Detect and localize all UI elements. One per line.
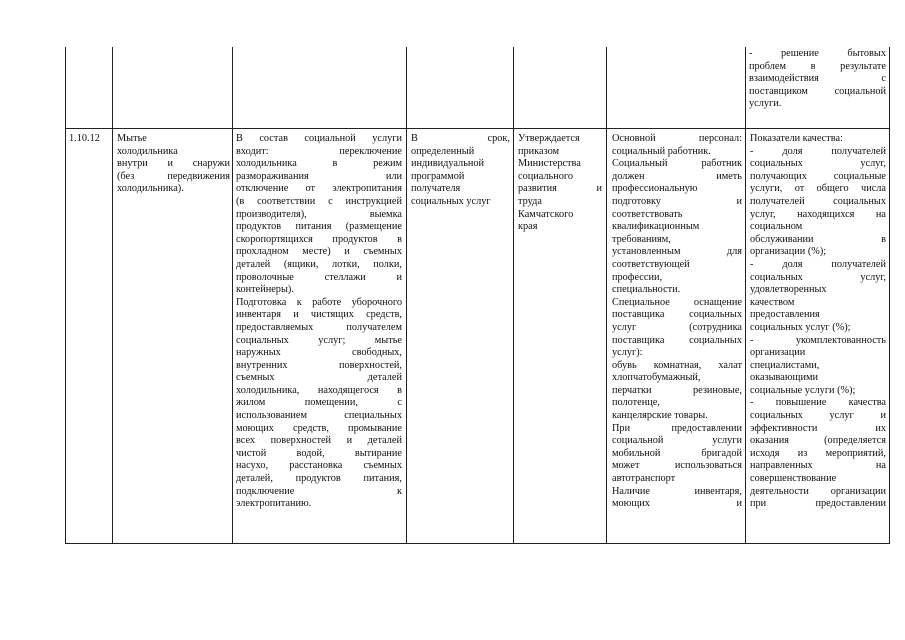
text-line: Основной персонал: — [612, 133, 742, 144]
text-line: установленным для — [612, 246, 742, 258]
text-line: холодильника — [117, 145, 178, 157]
text-line: направленных на — [750, 460, 886, 472]
text-line: проблем в результате — [749, 60, 886, 72]
text-line: услуги. — [749, 98, 782, 110]
text-line: социальном — [750, 221, 803, 233]
text-line: развития и — [518, 183, 602, 195]
text-line: скоропортящихся продуктов в — [236, 233, 402, 245]
text-line: социальных услуг — [411, 195, 491, 207]
text-line: получающих социальные — [750, 170, 886, 182]
text-line: Социальный работник — [612, 158, 742, 170]
table-border-bottom — [65, 543, 890, 544]
text-line: В состав социальной услуги — [236, 133, 402, 144]
text-line: социальной услуги — [612, 435, 742, 447]
table-border-right — [889, 47, 890, 544]
text-line: поставщика социальных — [612, 309, 742, 321]
text-line: удовлетворенных — [750, 284, 827, 296]
quality-indicators-cell — [750, 133, 886, 511]
text-line: внутренних поверхностей, — [236, 359, 402, 371]
text-line: моющих и — [612, 498, 742, 510]
text-line: края — [518, 221, 538, 233]
column-divider — [112, 47, 113, 544]
text-line: труда — [518, 195, 542, 207]
text-line: мобильной бригадой — [612, 447, 742, 459]
text-line: обслуживании в — [750, 233, 886, 245]
text-line: - решение бытовых — [749, 48, 886, 59]
text-line: канцелярские товары. — [612, 410, 708, 422]
text-line: подключение к — [236, 485, 402, 497]
service-name-cell — [117, 133, 230, 196]
text-line: контейнеры). — [236, 284, 294, 296]
text-line: услуг (сотрудника — [612, 321, 742, 333]
text-line: социальных услуг, — [750, 271, 886, 283]
text-line: Подготовка к работе уборочного — [236, 296, 402, 308]
text-line: (в соответствии с инструкцией — [236, 195, 402, 207]
text-line: соответствовать — [612, 208, 683, 220]
text-line: - доля получателей — [750, 258, 886, 270]
text-line: социальных услуг и — [750, 410, 886, 422]
text-line: должен иметь — [612, 170, 742, 182]
text-line: хлопчатобумажный, — [612, 372, 701, 384]
text-line: всех поверхностей и деталей — [236, 435, 402, 447]
text-line: чистой водой, вытирание — [236, 447, 402, 459]
text-line: продуктов питания (размещение — [236, 221, 402, 233]
text-line: услуги, от общего числа — [750, 183, 886, 195]
text-line: - доля получателей — [750, 145, 886, 157]
text-line: перчатки резиновые, — [612, 384, 742, 396]
text-line: электропитанию. — [236, 498, 312, 510]
text-line: предоставляемых получателем — [236, 321, 402, 333]
text-line: исходя из мероприятий, — [750, 447, 886, 459]
text-line: Министерства — [518, 158, 581, 170]
table-border-left — [65, 47, 66, 544]
column-divider — [232, 47, 233, 544]
text-line: квалификационным — [612, 221, 700, 233]
text-line: поставщика социальных — [612, 334, 742, 346]
text-line: При предоставлении — [612, 422, 742, 434]
text-line: отключение от электропитания — [236, 183, 402, 195]
text-line: обувь комнатная, халат — [612, 359, 742, 371]
column-divider — [406, 47, 407, 544]
text-line: - повышение качества — [750, 397, 886, 409]
text-line: социальных услуг, — [750, 158, 886, 170]
text-line: при предоставлении — [750, 498, 886, 510]
text-line: холодильника). — [117, 183, 184, 195]
text-line: полотенце, — [612, 397, 660, 409]
text-line: индивидуальной — [411, 158, 485, 170]
text-line: производителя), выемка — [236, 208, 402, 220]
text-line: В срок, — [411, 133, 510, 144]
text-line: профессии, — [612, 271, 663, 283]
text-line: внутри и снаружи — [117, 158, 230, 170]
row-number-text: 1.10.12 — [69, 133, 100, 144]
text-line: использованием специальных — [236, 410, 402, 422]
text-line: приказом — [518, 145, 560, 157]
text-line: социального — [518, 170, 574, 182]
text-line: жилом помещении, с — [236, 397, 402, 409]
text-line: специальности. — [612, 284, 681, 296]
text-line: прохладном месте) и съемных — [236, 246, 402, 258]
text-line: социальных услуг; мытье — [236, 334, 402, 346]
text-line: проволочные стеллажи и — [236, 271, 402, 283]
text-line: определенный — [411, 145, 475, 157]
text-line: Камчатского — [518, 208, 574, 220]
text-line: Мытье — [117, 133, 147, 144]
text-line: социальные услуги (%); — [750, 384, 856, 396]
text-line: взаимодействия с — [749, 73, 886, 85]
text-line: получателей социальных — [750, 195, 886, 207]
text-line: профессиональную — [612, 183, 698, 195]
row-number — [69, 133, 109, 146]
text-line: деятельности организации — [750, 485, 886, 497]
text-line: моющих средств, промывание — [236, 422, 402, 434]
column-divider — [745, 47, 746, 544]
service-conditions-cell — [612, 133, 742, 511]
text-line: социальных услуг (%); — [750, 321, 851, 333]
text-line: соответствующей — [612, 258, 690, 270]
top-row-quality-cell — [749, 48, 886, 111]
service-description-cell — [236, 133, 402, 511]
text-line: эффективности их — [750, 422, 886, 434]
text-line: поставщиком социальной — [749, 85, 886, 97]
row-divider — [65, 128, 890, 129]
text-line: оказывающими — [750, 372, 819, 384]
text-line: насухо, расстановка съемных — [236, 460, 402, 472]
text-line: наружных свободных, — [236, 347, 402, 359]
text-line: может использоваться — [612, 460, 742, 472]
text-line: предоставления — [750, 309, 820, 321]
text-line: оказания (определяется — [750, 435, 886, 447]
service-tariff-cell — [518, 133, 602, 234]
text-line: специалистами, — [750, 359, 820, 371]
text-line: Специальное оснащение — [612, 296, 742, 308]
column-divider — [606, 47, 607, 544]
service-term-cell — [411, 133, 510, 209]
text-line: автотранспорт — [612, 473, 676, 485]
text-line: программой — [411, 170, 465, 182]
text-line: деталей (ящики, лотки, полки, — [236, 258, 402, 270]
text-line: съемных деталей — [236, 372, 402, 384]
text-line: входит: переключение — [236, 145, 402, 157]
text-line: требованиям, — [612, 233, 671, 245]
text-line: Наличие инвентаря, — [612, 485, 742, 497]
text-line: получателя — [411, 183, 461, 195]
text-line: социальный работник. — [612, 145, 711, 157]
text-line: совершенствование — [750, 473, 837, 485]
text-line: услуг, находящихся на — [750, 208, 886, 220]
text-line: качеством — [750, 296, 795, 308]
text-line: подготовку и — [612, 195, 742, 207]
text-line: организации — [750, 347, 806, 359]
text-line: Утверждается — [518, 133, 580, 144]
text-line: услуг): — [612, 347, 643, 359]
text-line: - укомплектованность — [750, 334, 886, 346]
text-line: (без передвижения — [117, 170, 230, 182]
text-line: инвентаря и чистящих средств, — [236, 309, 402, 321]
column-divider — [513, 47, 514, 544]
text-line: размораживания или — [236, 170, 402, 182]
text-line: холодильника, находящегося в — [236, 384, 402, 396]
text-line: деталей, продуктов питания, — [236, 473, 402, 485]
text-line: организации (%); — [750, 246, 827, 258]
text-line: Показатели качества: — [750, 133, 843, 144]
text-line: холодильника в режим — [236, 158, 402, 170]
